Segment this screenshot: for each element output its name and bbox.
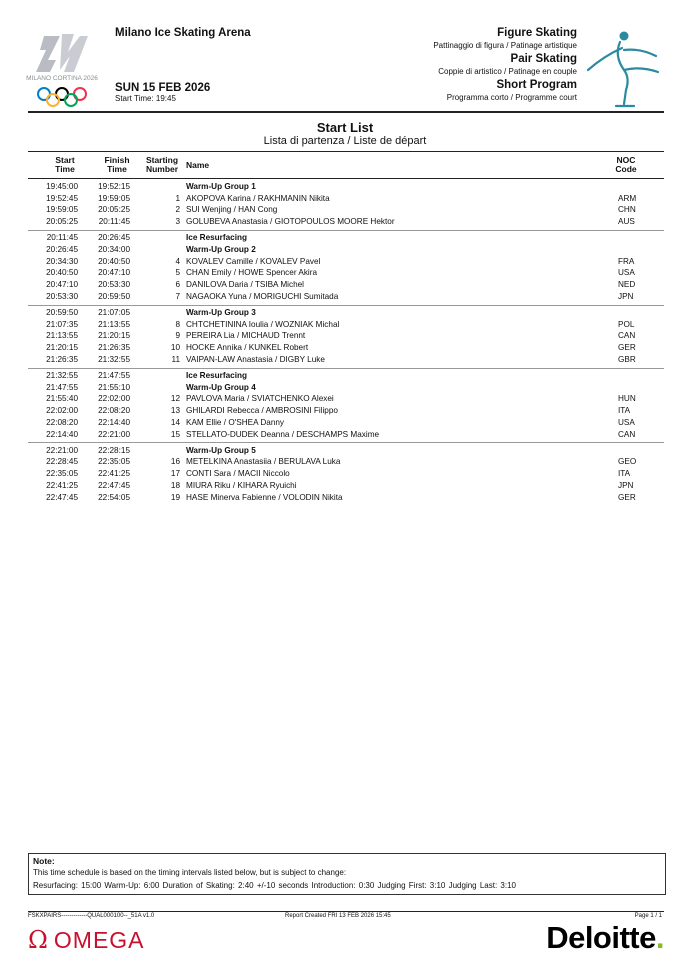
noc-code-cell: GER [618,343,636,353]
pair-entry-row [28,342,664,353]
schedule-block-row [28,181,664,192]
pair-entry-row [28,405,664,416]
schedule-block-row [28,382,664,393]
group-divider [28,230,664,231]
start-time-cell: 20:11:45 [46,233,78,243]
noc-code-cell: CHN [618,205,636,215]
header-divider [28,111,664,113]
finish-time-cell: 22:21:00 [98,429,130,439]
name-cell: VAIPAN-LAW Anastasia / DIGBY Luke [186,354,325,364]
finish-time-cell: 20:47:10 [98,268,130,278]
pair-entry-row [28,393,664,404]
finish-time-cell: 22:47:45 [98,480,130,490]
noc-code-cell: FRA [618,256,635,266]
noc-code-cell: GEO [618,457,637,467]
finish-time-cell: 21:20:15 [98,331,130,341]
starting-number-cell: 3 [175,217,180,227]
starting-number-cell: 16 [170,457,180,467]
event-title: Pair Skating [510,53,577,65]
start-time-cell: 22:21:00 [46,445,78,455]
finish-time-cell: 22:54:05 [98,492,130,502]
noc-code-cell: USA [618,268,635,278]
note-text: This time schedule is based on the timing intervals listed below, but is subject to change: [33,868,347,877]
note-box [28,853,666,895]
starting-number-cell: 17 [170,469,180,479]
starting-number-cell: 1 [175,193,180,203]
pair-entry-row [28,291,664,302]
noc-code-cell: AUS [618,217,635,227]
schedule-block-row [28,307,664,318]
finish-time-cell: 21:47:55 [98,371,130,380]
pair-entry-row [28,279,664,290]
finish-time-cell: 21:55:10 [98,382,130,392]
pair-entry-row [28,354,664,365]
pair-entry-row [28,480,664,491]
deloitte-logo [546,920,664,956]
footer-divider [28,911,664,912]
finish-time-cell: 20:05:25 [98,205,130,215]
start-time-cell: 20:34:30 [46,256,78,266]
start-time-cell: 22:14:40 [46,429,78,439]
document-subtitle: Lista di partenza / Liste de départ [263,135,427,147]
noc-code-cell: POL [618,319,635,329]
noc-code-cell: ITA [618,406,631,416]
starting-number-cell: 13 [170,406,180,416]
start-time-cell: 20:40:50 [46,268,78,278]
starting-number-cell: 12 [170,394,180,404]
name-cell: Warm-Up Group 1 [186,182,256,191]
finish-time-cell: 22:08:20 [98,406,130,416]
milano-cortina-emblem [26,30,98,106]
omega-symbol-icon: Ω [28,926,48,954]
figure-skater-pictogram [584,26,664,112]
name-cell: AKOPOVA Karina / RAKHMANIN Nikita [186,193,330,203]
noc-code-cell: CAN [618,331,636,341]
noc-code-cell: CAN [618,429,636,439]
start-time-cell: 22:35:05 [46,469,78,479]
report-created: Report Created FRI 13 FEB 2026 15:45 [285,913,391,919]
group-divider [28,368,664,369]
finish-time-cell: 21:07:05 [98,308,130,317]
pair-entry-row [28,193,664,204]
starting-number-cell: 9 [175,331,180,341]
pair-entry-row [28,429,664,440]
finish-time-cell: 20:34:00 [98,245,130,254]
starting-number-cell: 19 [170,492,180,502]
col-noc-code: NOC Code [615,155,637,174]
name-cell: PAVLOVA Maria / SVIATCHENKO Alexei [186,394,334,404]
starting-number-cell: 7 [175,291,180,301]
start-time-cell: 22:02:00 [46,406,78,416]
pair-entry-row [28,216,664,227]
page-number: Page 1 / 1 [634,913,662,919]
name-cell: Ice Resurfacing [186,233,247,243]
finish-time-cell: 19:52:15 [98,182,130,191]
col-starting-number: Starting Number [145,155,179,174]
start-time-cell: 19:59:05 [46,205,78,215]
finish-time-cell: 21:26:35 [98,343,130,353]
noc-code-cell: ITA [618,469,631,479]
pair-entry-row [28,492,664,503]
name-cell: HOCKE Annika / KUNKEL Robert [186,343,309,353]
start-time: Start Time: 19:45 [115,94,176,103]
name-cell: METELKINA Anastasiia / BERULAVA Luka [186,457,341,467]
pair-entry-row [28,319,664,330]
start-time-cell: 21:55:40 [46,394,78,404]
starting-number-cell: 2 [175,205,180,215]
pair-entry-row [28,456,664,467]
pair-entry-row [28,468,664,479]
deloitte-dot: . [655,920,664,955]
note-title: Note: [33,856,55,866]
name-cell: CHAN Emily / HOWE Spencer Akira [186,268,318,278]
starting-number-cell: 6 [175,280,180,290]
name-cell: Warm-Up Group 4 [186,382,256,392]
starting-number-cell: 14 [170,417,180,427]
group-divider [28,442,664,443]
schedule-block-row [28,370,664,381]
name-cell: SUI Wenjing / HAN Cong [186,205,278,215]
finish-time-cell: 22:35:05 [98,457,130,467]
name-cell: Warm-Up Group 3 [186,308,256,317]
venue-name: Milano Ice Skating Arena [115,27,251,39]
start-time-cell: 20:53:30 [46,291,78,301]
name-cell: STELLATO-DUDEK Deanna / DESCHAMPS Maxime [186,429,380,439]
starting-number-cell: 5 [175,268,180,278]
name-cell: MIURA Riku / KIHARA Ryuichi [186,480,297,490]
finish-time-cell: 22:02:00 [98,394,130,404]
start-time-cell: 20:26:45 [46,245,78,254]
name-cell: CONTI Sara / MACII Niccolo [186,469,290,479]
starting-number-cell: 18 [170,480,180,490]
name-cell: GOLUBEVA Anastasia / GIOTOPOULOS MOORE Hektor [186,217,395,227]
finish-time-cell: 20:40:50 [98,256,130,266]
start-time-cell: 21:13:55 [46,331,78,341]
start-time-cell: 22:28:45 [46,457,78,467]
event-subtitle: Coppie di artistico / Patinage en couple [438,67,577,76]
start-time-cell: 21:20:15 [46,343,78,353]
pair-entry-row [28,204,664,215]
name-cell: GHILARDI Rebecca / AMBROSINI Filippo [186,406,338,416]
start-time-cell: 21:47:55 [46,382,78,392]
table-header [28,151,664,179]
noc-code-cell: JPN [618,480,634,490]
start-time-cell: 19:45:00 [46,182,78,191]
document-code: FSKXPAIRS-------------QUAL000100--_51A v1.0 [28,913,155,919]
start-time-cell: 20:05:25 [46,217,78,227]
finish-time-cell: 20:53:30 [98,280,130,290]
noc-code-cell: USA [618,417,635,427]
col-finish-time: Finish Time [104,155,130,174]
sport-subtitle: Pattinaggio di figura / Patinage artistique [433,41,577,50]
deloitte-wordmark: Deloitte [546,920,656,955]
name-cell: Warm-Up Group 2 [186,245,256,254]
finish-time-cell: 22:14:40 [98,417,130,427]
noc-code-cell: JPN [618,291,634,301]
starting-number-cell: 8 [175,319,180,329]
name-cell: KAM Ellie / O'SHEA Danny [186,417,285,427]
start-time-cell: 20:59:50 [46,308,78,317]
noc-code-cell: HUN [618,394,636,404]
pair-entry-row [28,256,664,267]
schedule-block-row [28,232,664,243]
col-name: Name [186,160,210,170]
schedule-block-row [28,445,664,456]
omega-logo [28,925,145,955]
finish-time-cell: 19:59:05 [98,193,130,203]
start-time-cell: 22:41:25 [46,480,78,490]
noc-code-cell: GBR [618,354,636,364]
start-time-cell: 21:07:35 [46,319,78,329]
name-cell: Ice Resurfacing [186,371,247,380]
segment-title: Short Program [496,79,577,91]
start-time-cell: 20:47:10 [46,280,78,290]
schedule-block-row [28,244,664,255]
noc-code-cell: NED [618,280,636,290]
segment-subtitle: Programma corto / Programme court [446,93,577,102]
pair-entry-row [28,330,664,341]
finish-time-cell: 21:13:55 [98,319,130,329]
finish-time-cell: 22:28:15 [98,445,130,455]
noc-code-cell: GER [618,492,636,502]
finish-time-cell: 20:26:45 [98,233,130,243]
name-cell: CHTCHETININA Ioulia / WOZNIAK Michal [186,319,340,329]
col-start-time: Start Time [55,155,75,174]
finish-time-cell: 20:11:45 [98,217,130,227]
group-divider [28,305,664,306]
event-date: SUN 15 FEB 2026 [115,82,211,94]
starting-number-cell: 11 [171,354,180,364]
name-cell: PEREIRA Lia / MICHAUD Trennt [186,331,306,341]
finish-time-cell: 20:59:50 [98,291,130,301]
start-time-cell: 21:26:35 [46,354,78,364]
emblem-caption: MILANO CORTINA 2026 [26,75,98,82]
note-timing-parameters: Resurfacing: 15:00 Warm-Up: 6:00 Duration of Skating: 2:40 +/-10 seconds Introduction: 0:30 Judging First: 3:10 Judging Last: 3:10 [33,881,516,890]
finish-time-cell: 22:41:25 [98,469,130,479]
starting-number-cell: 4 [175,256,180,266]
pair-entry-row [28,417,664,428]
name-cell: DANILOVA Daria / TSIBA Michel [186,280,305,290]
start-time-cell: 22:08:20 [46,417,78,427]
start-time-cell: 22:47:45 [46,492,78,502]
document-title: Start List [316,120,374,135]
name-cell: HASE Minerva Fabienne / VOLODIN Nikita [186,492,343,502]
noc-code-cell: ARM [618,193,637,203]
name-cell: KOVALEV Camille / KOVALEV Pavel [186,256,321,266]
finish-time-cell: 21:32:55 [98,354,130,364]
starting-number-cell: 10 [170,343,180,353]
start-time-cell: 19:52:45 [46,193,78,203]
starting-number-cell: 15 [170,429,180,439]
sport-title: Figure Skating [497,27,577,39]
name-cell: Warm-Up Group 5 [186,445,256,455]
name-cell: NAGAOKA Yuna / MORIGUCHI Sumitada [186,291,339,301]
start-time-cell: 21:32:55 [46,371,78,380]
pair-entry-row [28,267,664,278]
omega-wordmark: OMEGA [53,926,145,953]
